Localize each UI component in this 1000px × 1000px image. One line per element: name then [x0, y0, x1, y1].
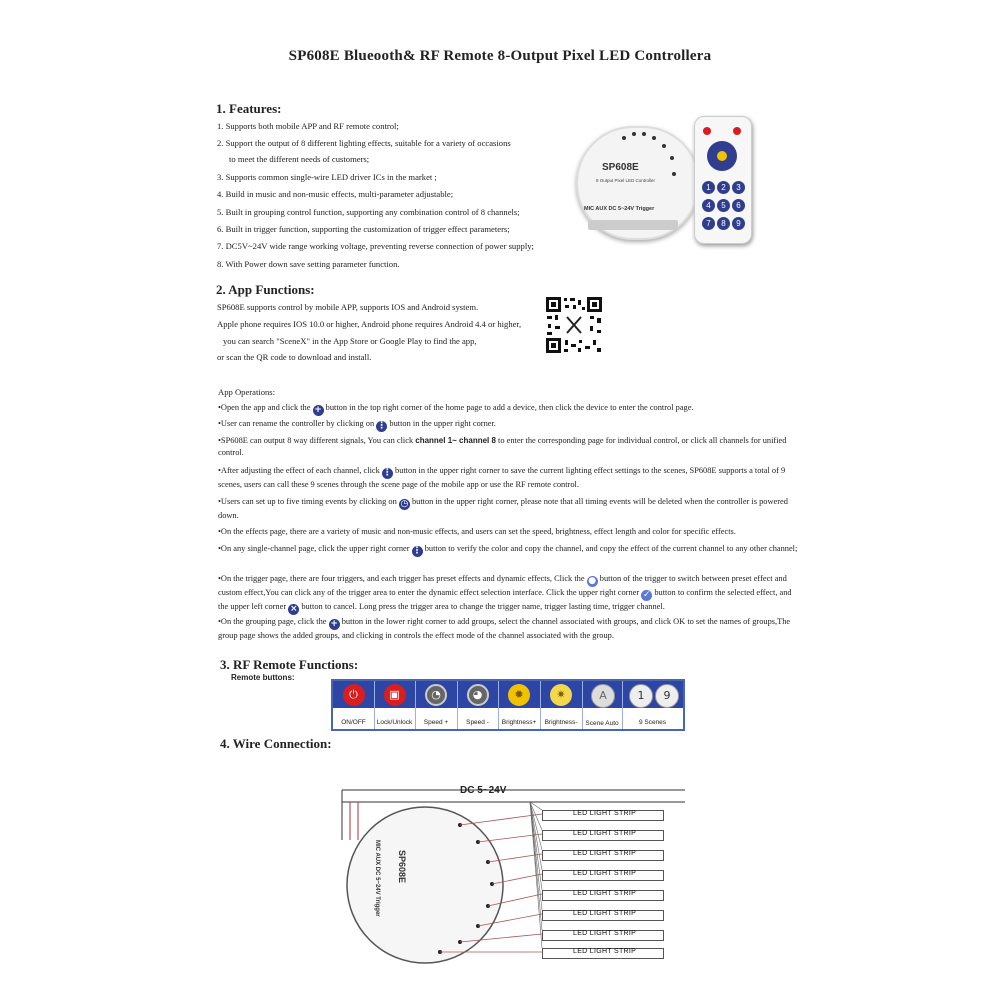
remote-key: 3: [732, 181, 745, 194]
add-group-icon: +: [330, 619, 338, 629]
remote-button-speed-down: ◕ Speed -: [457, 681, 499, 729]
gauge-up-icon: ◔: [425, 684, 447, 706]
add-device-icon: +: [314, 405, 322, 415]
clock-icon: ◷: [400, 499, 409, 509]
remote-key: 4: [702, 199, 715, 212]
cancel-icon: ×: [289, 604, 298, 614]
remote-key: 5: [717, 199, 730, 212]
remote-key: 9: [732, 217, 745, 230]
feature-item: 3. Supports common single-wire LED driver ICs in the market ;: [217, 172, 437, 182]
led-strip: LED LIGHT STRIP: [542, 890, 664, 901]
scene-one-icon: 1: [629, 684, 653, 708]
scene-nine-icon: 9: [655, 684, 679, 708]
op-channels: •SP608E can output 8 way different signals, You can click channel 1~ channel 8 to enter the corresponding page for individual control, or click all channels for unified control.: [218, 436, 787, 457]
save-scene-icon: ⋮: [382, 468, 392, 478]
led-strip: LED LIGHT STRIP: [542, 910, 664, 921]
ops-heading: App Operations:: [218, 387, 276, 397]
led-strip: LED LIGHT STRIP: [542, 830, 664, 841]
remote-button-onoff: ⏻ ON/OFF: [333, 681, 375, 729]
rf-remote-image: [694, 116, 752, 244]
remote-key: 7: [702, 217, 715, 230]
remote-keypad: [701, 177, 747, 231]
remote-key: 2: [717, 181, 730, 194]
app-line: or scan the QR code to download and install.: [217, 352, 372, 362]
remote-key: 6: [732, 199, 745, 212]
feature-item: 6. Built in trigger function, supporting the customization of trigger effect parameters;: [217, 224, 510, 234]
op-timing: •Users can set up to five timing events by clicking on ◷ button in the upper right corner, please note that all timing events will be deleted when the controller is powered down.: [218, 497, 788, 520]
remote-power-key: [703, 127, 711, 135]
check-icon: ✓: [642, 590, 651, 600]
copy-channel-icon: ⋮: [412, 546, 422, 556]
feature-item: 5. Built in grouping control function, supporting any combination control of 8 channels;: [217, 207, 520, 217]
led-strip: LED LIGHT STRIP: [542, 810, 664, 821]
feature-item: to meet the different needs of customers;: [229, 154, 370, 164]
op-scenes: •After adjusting the effect of each channel, click ⋮ button in the upper right corner to save the current lighting effect settings to the scenes, SP608E supports a total of 9 scenes, users can call these 9 scenes through the scene page of the mobile app or use the RF remote control.: [218, 466, 786, 489]
remote-lock-key: [733, 127, 741, 135]
op-effects: •On the effects page, there are a variety of music and non-music effects, and users can set the speed, brightness, effect length and color for specific effects.: [218, 527, 736, 536]
app-line: you can search "SceneX" in the App Store or Google Play to find the app,: [223, 336, 477, 346]
toggle-icon: ●: [588, 576, 597, 586]
remote-button-scene-auto: A Scene Auto: [582, 681, 623, 729]
feature-item: 4. Build in music and non-music effects, multi-parameter adjustable;: [217, 189, 454, 199]
remote-key: 1: [702, 181, 715, 194]
led-strip: LED LIGHT STRIP: [542, 948, 664, 959]
sun-bright-icon: ✹: [508, 684, 530, 706]
supply-voltage-label: DC 5~24V: [460, 785, 507, 796]
op-trigger: •On the trigger page, there are four triggers, and each trigger has preset effects and dynamic effects, Click the ● button of the trigger to switch between preset effect and custom effect,You can click any of the trigger area to enter the dynamic effect selection interface. Click the upper right corner ✓ button to confirm the selected effect, and the upper left corner × button to cancel. Long press the trigger area to change the trigger name, trigger lasting time, trigger channel.: [218, 574, 792, 614]
remote-button-brightness-down: ✷ Brightness-: [540, 681, 583, 729]
led-strip: LED LIGHT STRIP: [542, 930, 664, 941]
app-line: SP608E supports control by mobile APP, supports IOS and Android system.: [217, 302, 479, 312]
op-grouping: •On the grouping page, click the + button in the lower right corner to add groups, select the channel associated with groups, and click OK to set the names of groups,The group page shows the added groups, and clicking in controls the effect mode of the channel associated with the group.: [218, 617, 791, 640]
device-model: SP608E: [602, 162, 639, 173]
remote-button-brightness-up: ✹ Brightness+: [498, 681, 541, 729]
diagram-port-label: MIC AUX DC 5~24V Trigger: [374, 840, 380, 917]
app-line: Apple phone requires IOS 10.0 or higher, Android phone requires Android 4.4 or higher,: [217, 319, 522, 329]
more-options-icon: ⋮: [377, 421, 387, 431]
feature-item: 1. Supports both mobile APP and RF remote control;: [217, 121, 399, 131]
rf-heading: 3. RF Remote Functions:: [220, 657, 359, 672]
device-subtitle: 8 Output Pixel LED Controller: [596, 178, 656, 183]
controller-device-image: [576, 126, 700, 240]
port-strip: [588, 220, 678, 230]
remote-button-lock: ▣ Lock/Unlock: [374, 681, 416, 729]
rf-subheading: Remote buttons:: [231, 673, 295, 682]
remote-key: 8: [717, 217, 730, 230]
device-port-label: MIC AUX DC 5~24V Trigger: [584, 206, 655, 212]
op-rename: •User can rename the controller by clicking on ⋮ button in the upper right corner.: [218, 419, 496, 431]
remote-center-key: [717, 151, 727, 161]
gauge-down-icon: ◕: [467, 684, 489, 706]
lock-icon: ▣: [384, 684, 406, 706]
features-heading: 1. Features:: [216, 101, 282, 116]
led-strip: LED LIGHT STRIP: [542, 870, 664, 881]
feature-item: 7. DC5V~24V wide range working voltage, preventing reverse connection of power supply;: [217, 241, 534, 251]
op-copy-channel: •On any single-channel page, click the upper right corner ⋮ button to verify the color and copy the channel, and copy the effect of the current channel to any other channel;: [218, 544, 798, 556]
feature-item: 8. With Power down save setting parameter function.: [217, 259, 400, 269]
diagram-device-model: SP608E: [397, 850, 407, 884]
feature-item: 2. Support the output of 8 different lighting effects, suitable for a variety of occasions: [217, 138, 511, 148]
output-pins: [632, 132, 636, 136]
wire-heading: 4. Wire Connection:: [220, 736, 332, 751]
led-strip: LED LIGHT STRIP: [542, 850, 664, 861]
op-add-device: •Open the app and click the + button in the top right corner of the home page to add a device, then click the device to enter the control page.: [218, 403, 694, 415]
auto-scene-icon: A: [591, 684, 615, 708]
document-title: SP608E Blueooth& RF Remote 8-Output Pixel LED Controllera: [288, 48, 712, 64]
app-heading: 2. App Functions:: [216, 282, 315, 297]
remote-buttons-table: [331, 679, 685, 731]
sun-dim-icon: ✷: [550, 684, 572, 706]
qr-code[interactable]: [545, 296, 603, 354]
remote-button-scenes: 1 9 9 Scenes: [622, 681, 683, 729]
remote-button-speed-up: ◔ Speed +: [415, 681, 458, 729]
power-icon: ⏻: [343, 684, 365, 706]
